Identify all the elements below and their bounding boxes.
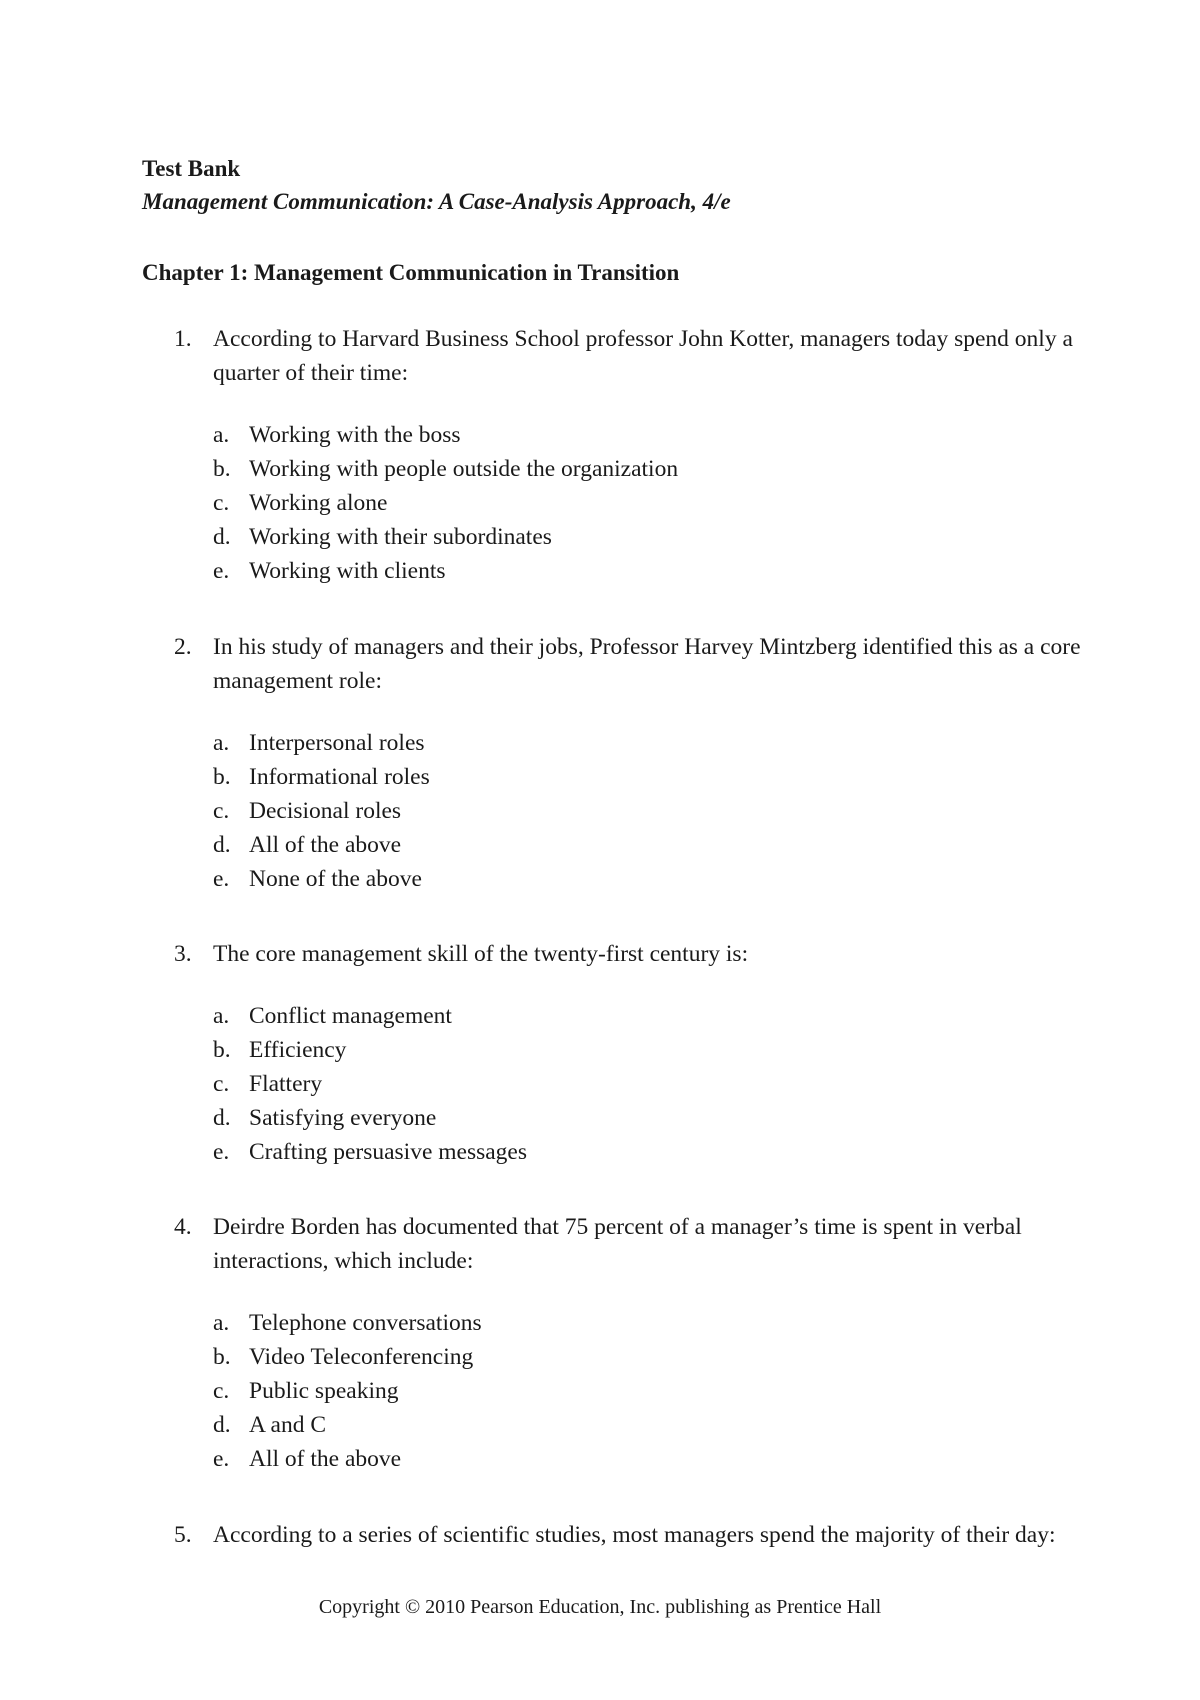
- answer-option: [213, 1442, 1074, 1476]
- option-text: Telephone conversations: [249, 1310, 482, 1336]
- option-letter: b.: [213, 764, 231, 790]
- answer-option: [213, 726, 1074, 760]
- option-letter: d.: [213, 1412, 231, 1438]
- option-letter: e.: [213, 1446, 230, 1472]
- question-number: 3.: [174, 941, 192, 967]
- answer-option: [213, 1135, 1074, 1169]
- answer-options: [213, 999, 1074, 1169]
- option-text: Working with people outside the organization: [249, 456, 679, 482]
- option-text: Working alone: [249, 490, 388, 516]
- option-text: Crafting persuasive messages: [249, 1139, 528, 1165]
- answer-option: [213, 794, 1074, 828]
- answer-option: [213, 828, 1074, 862]
- question-text: According to Harvard Business School professor John Kotter, managers today spend only a quarter of their time:: [213, 326, 1073, 386]
- option-text: Conflict management: [249, 1003, 452, 1029]
- option-text: All of the above: [249, 832, 402, 858]
- copyright-footer: Copyright © 2010 Pearson Education, Inc. publishing as Prentice Hall: [318, 1596, 882, 1618]
- question-text: In his study of managers and their jobs, Professor Harvey Mintzberg identified this as a core management role:: [213, 634, 1081, 694]
- option-letter: e.: [213, 866, 230, 892]
- option-text: All of the above: [249, 1446, 402, 1472]
- option-letter: c.: [213, 1071, 230, 1097]
- option-text: Working with their subordinates: [249, 524, 552, 550]
- question-text: Deirdre Borden has documented that 75 percent of a manager’s time is spent in verbal interactions, which include:: [213, 1214, 1022, 1274]
- option-text: A and C: [249, 1412, 327, 1438]
- option-letter: a.: [213, 422, 230, 448]
- option-text: Informational roles: [249, 764, 430, 790]
- option-letter: e.: [213, 1139, 230, 1165]
- option-text: Efficiency: [249, 1037, 347, 1063]
- option-text: Video Teleconferencing: [249, 1344, 474, 1370]
- question-3: [174, 937, 1074, 1169]
- question-4: [174, 1210, 1074, 1476]
- option-letter: b.: [213, 456, 231, 482]
- question-2: [174, 630, 1081, 896]
- answer-options: [213, 418, 1074, 588]
- option-letter: b.: [213, 1037, 231, 1063]
- chapter-title: Chapter 1: Management Communication in Transition: [142, 260, 680, 285]
- answer-option: [213, 520, 1074, 554]
- option-text: Flattery: [249, 1071, 323, 1097]
- answer-options: [213, 726, 1074, 896]
- question-1: [174, 322, 1074, 588]
- answer-option: [213, 999, 1074, 1033]
- answer-option: [213, 452, 1074, 486]
- question-number: 5.: [174, 1522, 192, 1548]
- answer-option: [213, 1408, 1074, 1442]
- document-label: Test Bank: [142, 156, 241, 181]
- answer-option: [213, 1033, 1074, 1067]
- option-text: Working with clients: [249, 558, 446, 584]
- option-letter: a.: [213, 1003, 230, 1029]
- option-letter: d.: [213, 832, 231, 858]
- answer-option: [213, 760, 1074, 794]
- option-text: None of the above: [249, 866, 422, 892]
- question-text: According to a series of scientific studies, most managers spend the majority of their day:: [213, 1522, 1056, 1548]
- option-letter: a.: [213, 730, 230, 756]
- answer-option: [213, 1067, 1074, 1101]
- option-text: Interpersonal roles: [249, 730, 425, 756]
- option-letter: c.: [213, 1378, 230, 1404]
- answer-option: [213, 1374, 1074, 1408]
- answer-option: [213, 1306, 1074, 1340]
- answer-options: [213, 1306, 1074, 1476]
- option-text: Working with the boss: [249, 422, 461, 448]
- book-title: Management Communication: A Case-Analysis Approach, 4/e: [142, 189, 731, 214]
- option-text: Satisfying everyone: [249, 1105, 437, 1131]
- question-number: 2.: [174, 634, 192, 660]
- option-letter: b.: [213, 1344, 231, 1370]
- answer-option: [213, 554, 1074, 588]
- answer-option: [213, 1101, 1074, 1135]
- option-text: Decisional roles: [249, 798, 402, 824]
- answer-option: [213, 418, 1074, 452]
- option-letter: c.: [213, 490, 230, 516]
- option-letter: d.: [213, 1105, 231, 1131]
- question-number: 1.: [174, 326, 192, 352]
- option-letter: a.: [213, 1310, 230, 1336]
- answer-option: [213, 486, 1074, 520]
- question-5: [174, 1518, 1074, 1552]
- option-letter: c.: [213, 798, 230, 824]
- option-text: Public speaking: [249, 1378, 399, 1404]
- answer-option: [213, 862, 1074, 896]
- question-number: 4.: [174, 1214, 192, 1240]
- answer-option: [213, 1340, 1074, 1374]
- option-letter: e.: [213, 558, 230, 584]
- option-letter: d.: [213, 524, 231, 550]
- question-text: The core management skill of the twenty-first century is:: [213, 941, 749, 967]
- document-header: [142, 152, 731, 218]
